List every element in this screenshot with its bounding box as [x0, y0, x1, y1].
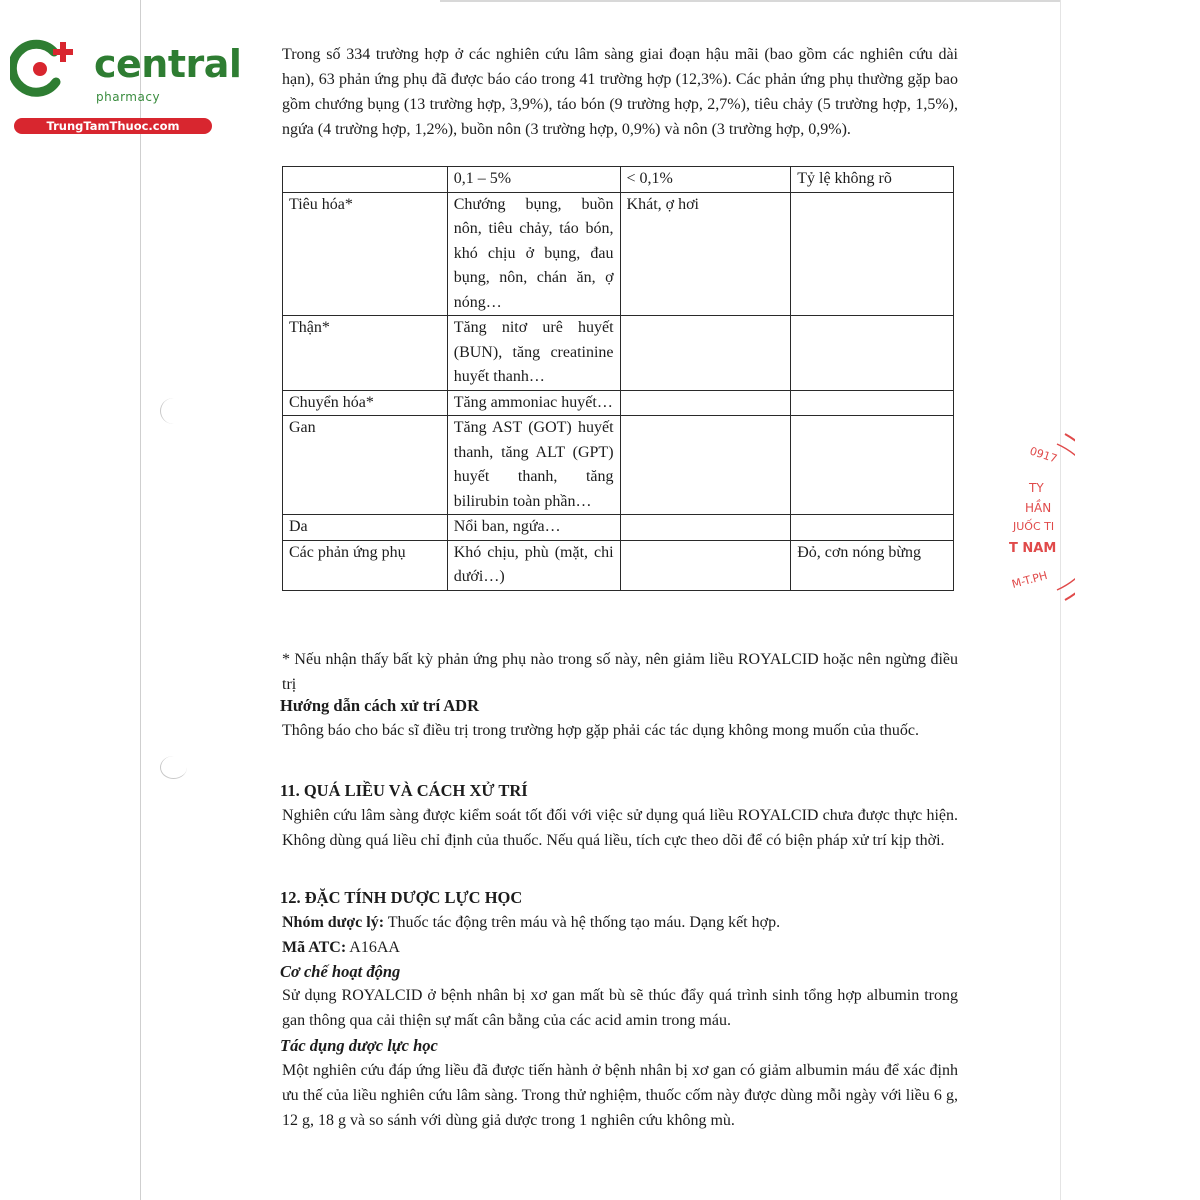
- stamp-line-4: JUỐC TI: [1013, 520, 1055, 533]
- group-label: Nhóm dược lý:: [282, 914, 385, 931]
- table-cell: [791, 316, 954, 391]
- table-header-cell: Tỷ lệ không rõ: [791, 167, 954, 193]
- stamp-line-1: 0917: [1028, 444, 1059, 466]
- table-cell: Khó chịu, phù (mặt, chi dưới…): [447, 540, 620, 590]
- table-cell: [791, 390, 954, 416]
- stamp-line-6: M-T.PH: [1010, 568, 1049, 591]
- table-cell: [791, 515, 954, 541]
- mechanism-paragraph: Sử dụng ROYALCID ở bệnh nhân bị xơ gan mất bù sẽ thúc đẩy quá trình sinh tổng hợp albumin trong gan thông qua cải thiện sự mất cân bằng của các acid amin trong máu.: [282, 987, 958, 1029]
- stamp-line-2: TY: [1029, 481, 1044, 495]
- table-cell-organ: Da: [283, 515, 448, 541]
- table-cell-organ: Các phản ứng phụ: [283, 540, 448, 590]
- intro-paragraph: Trong số 334 trường hợp ở các nghiên cứu lâm sàng giai đoạn hậu mãi (bao gồm các nghiên cứu dài hạn), 63 phản ứng phụ đã được báo cáo trong 41 trường hợp (12,3%). Các phản ứng phụ thường gặp bao gồm chướng bụng (13 trường hợp, 3,9%), táo bón (9 trường hợp, 2,7%), tiêu chảy (5 trường hợp, 1,5%), ngứa (4 trường hợp, 1,2%), buồn nôn (3 trường hợp, 0,9%) và nôn (3 trường hợp, 0,9%).: [282, 46, 958, 138]
- stamp-line-5: T NAM: [1009, 541, 1057, 556]
- table-cell: [791, 192, 954, 316]
- table-header-cell: [283, 167, 448, 193]
- atc-code: [282, 935, 958, 960]
- adr-heading: Hướng dẫn cách xử trí ADR: [280, 696, 479, 715]
- effect-heading: Tác dụng dược lực học: [280, 1036, 438, 1055]
- table-row: [283, 540, 954, 590]
- table-cell: [620, 515, 791, 541]
- table-header-cell: < 0,1%: [620, 167, 791, 193]
- table-row: [283, 316, 954, 391]
- mechanism-heading: Cơ chế hoạt động: [280, 962, 401, 981]
- table-cell: Tăng AST (GOT) huyết thanh, tăng ALT (GPT) huyết thanh, tăng bilirubin toàn phần…: [447, 416, 620, 515]
- company-stamp: [995, 432, 1075, 602]
- table-cell-organ: Chuyển hóa*: [283, 390, 448, 416]
- binder-hole-lower: [160, 756, 187, 779]
- logo-subtitle: pharmacy: [96, 90, 161, 104]
- table-header-row: [283, 167, 954, 193]
- logo-brand: central: [94, 42, 242, 86]
- adr-paragraph: Thông báo cho bác sĩ điều trị trong trường hợp gặp phải các tác dụng không mong muốn của thuốc.: [282, 722, 919, 739]
- section-12-heading: 12. ĐẶC TÍNH DƯỢC LỰC HỌC: [280, 888, 523, 907]
- table-row: [283, 192, 954, 316]
- overdose-paragraph: Nghiên cứu lâm sàng được kiểm soát tốt đối với việc sử dụng quá liều ROYALCID chưa được thực hiện. Không dùng quá liều chỉ định của thuốc. Nếu quá liều, tích cực theo dõi để có biện pháp xử trí kịp thời.: [282, 807, 958, 849]
- effect-paragraph: Một nghiên cứu đáp ứng liều đã được tiến hành ở bệnh nhân bị xơ gan có giảm albumin máu để xác định ưu thế của liều nghiên cứu lâm sàng. Trong thử nghiệm, thuốc cốm này được dùng mỗi ngày với liều 6 g, 12 g, 18 g và so sánh với dùng giả dược trong 1 nghiên cứu không mù.: [282, 1062, 958, 1129]
- table-cell: Đỏ, cơn nóng bừng: [791, 540, 954, 590]
- table-cell: Tăng nitơ urê huyết (BUN), tăng creatinine huyết thanh…: [447, 316, 620, 391]
- stamp-line-3: HẦN: [1025, 501, 1052, 515]
- table-cell: Chướng bụng, buồn nôn, tiêu chảy, táo bón, khó chịu ở bụng, đau bụng, nôn, chán ăn, ợ nóng…: [447, 192, 620, 316]
- group-text: Thuốc tác động trên máu và hệ thống tạo máu. Dạng kết hợp.: [384, 914, 781, 931]
- binder-hole-upper: [160, 398, 187, 424]
- table-footnote: * Nếu nhận thấy bất kỳ phản ứng phụ nào trong số này, nên giảm liều ROYALCID hoặc nên ngừng điều trị: [282, 651, 958, 693]
- pharmacologic-group: [282, 910, 958, 935]
- atc-text: A16AA: [346, 939, 400, 956]
- table-row: [283, 416, 954, 515]
- table-cell-organ: Gan: [283, 416, 448, 515]
- scan-edge-left: [140, 0, 141, 1200]
- adr-frequency-table: [282, 166, 954, 591]
- table-cell: Nổi ban, ngứa…: [447, 515, 620, 541]
- table-cell-organ: Thận*: [283, 316, 448, 391]
- atc-label: Mã ATC:: [282, 939, 347, 956]
- logo-url: TrungTamThuoc.com: [14, 118, 212, 134]
- logo-c-cross-icon: [10, 38, 80, 100]
- table-cell: [620, 316, 791, 391]
- table-cell: Tăng ammoniac huyết…: [447, 390, 620, 416]
- table-cell: [620, 540, 791, 590]
- table-cell-organ: Tiêu hóa*: [283, 192, 448, 316]
- table-row: [283, 390, 954, 416]
- table-cell: [620, 390, 791, 416]
- table-cell: Khát, ợ hơi: [620, 192, 791, 316]
- table-cell: [791, 416, 954, 515]
- section-11-heading: 11. QUÁ LIỀU VÀ CÁCH XỬ TRÍ: [280, 781, 528, 800]
- table-row: [283, 515, 954, 541]
- scan-edge-top: [440, 0, 1060, 2]
- central-pharmacy-logo[interactable]: [10, 38, 242, 138]
- table-cell: [620, 416, 791, 515]
- table-header-cell: 0,1 – 5%: [447, 167, 620, 193]
